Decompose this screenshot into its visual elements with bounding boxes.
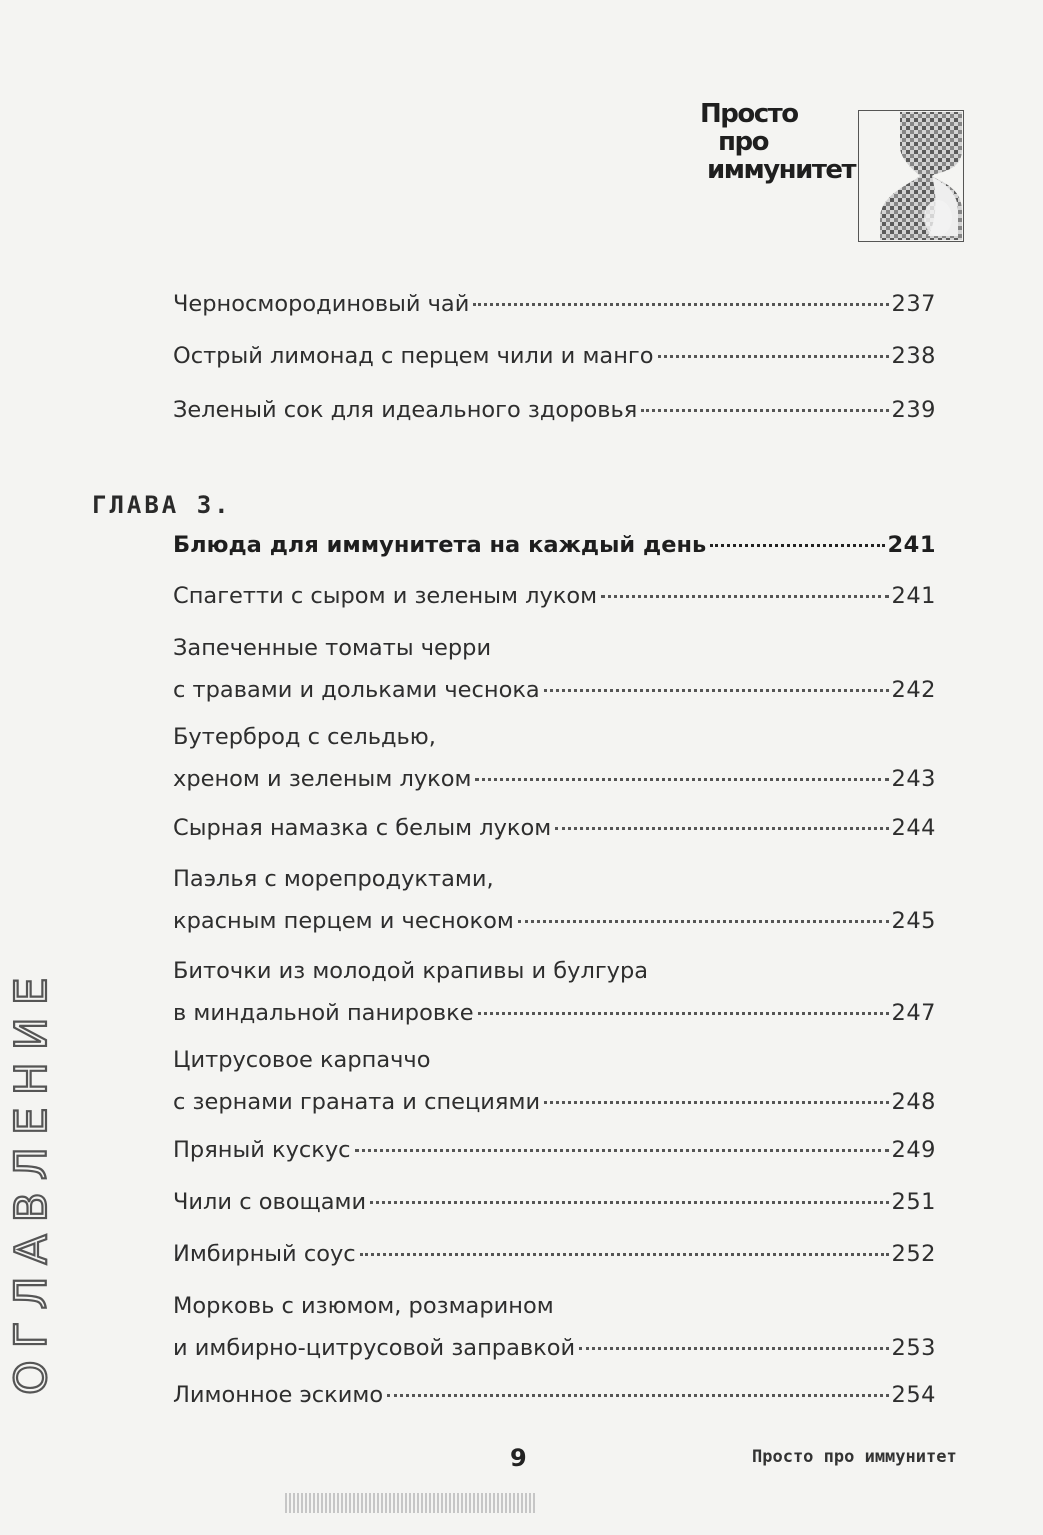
toc-entry[interactable] [173, 950, 936, 1034]
toc-page-number: 245 [891, 908, 936, 934]
leader-dots [544, 689, 889, 692]
toc-entry[interactable] [173, 283, 936, 325]
side-section-title: ОГЛАВЛЕНИЕ [6, 965, 57, 1395]
toc-page-number: 249 [891, 1137, 936, 1163]
toc-entry-title-line1: Морковь с изюмом, розмарином [173, 1293, 554, 1319]
footer-rule [285, 1493, 535, 1503]
toc-entry[interactable] [173, 1233, 936, 1275]
toc-entry-title: Черносмородиновый чай [173, 291, 470, 317]
toc-entry-title-line1: Цитрусовое карпаччо [173, 1047, 431, 1073]
logo-line-1: Просто [700, 99, 798, 129]
toc-page-number: 241 [887, 532, 936, 558]
toc-page-number: 243 [891, 766, 936, 792]
leader-dots [544, 1101, 888, 1104]
toc-entry[interactable] [173, 575, 936, 617]
toc-page-number: 254 [891, 1382, 936, 1408]
leader-dots [579, 1347, 888, 1350]
toc-entry[interactable] [173, 1374, 936, 1416]
toc-entry-title-line1: Запеченные томаты черри [173, 635, 492, 661]
toc-entry-title: Чили с овощами [173, 1189, 367, 1215]
toc-entry[interactable] [173, 627, 936, 711]
toc-page-number: 242 [891, 677, 936, 703]
toc-entry[interactable] [173, 1129, 936, 1171]
toc-entry[interactable] [173, 807, 936, 849]
toc-entry-title: Спагетти с сыром и зеленым луком [173, 583, 598, 609]
toc-entry-title: Лимонное эскимо [173, 1382, 384, 1408]
toc-entry[interactable] [173, 1039, 936, 1123]
toc-page-number: 244 [891, 815, 936, 841]
logo-line-2: про [718, 127, 768, 157]
leader-dots [475, 778, 888, 781]
leader-dots [478, 1012, 889, 1015]
toc-page-number: 239 [891, 397, 936, 423]
toc-entry-title: Острый лимонад с перцем чили и манго [173, 343, 654, 369]
leader-dots [518, 920, 889, 923]
leader-dots [710, 544, 884, 547]
toc-entry-title-line1: Паэлья с морепродуктами, [173, 866, 494, 892]
toc-entry-title-line1: Биточки из молодой крапивы и булгура [173, 958, 649, 984]
book-logo [700, 100, 965, 245]
toc-entry-title-line1: Бутерброд с сельдью, [173, 724, 436, 750]
running-footer-title: Просто про иммунитет [752, 1447, 957, 1467]
toc-entry-title: Зеленый сок для идеального здоровья [173, 397, 638, 423]
toc-page-number: 252 [891, 1241, 936, 1267]
leader-dots [387, 1394, 888, 1397]
toc-page-number: 247 [891, 1000, 936, 1026]
leader-dots [601, 595, 888, 598]
toc-entry-title: в миндальной панировке [173, 1000, 474, 1026]
toc-entry-title: с травами и дольками чеснока [173, 677, 540, 703]
leader-dots [473, 303, 888, 306]
toc-entry[interactable] [173, 1285, 936, 1369]
toc-entry[interactable] [173, 858, 936, 942]
toc-entry[interactable] [173, 716, 936, 800]
toc-page-number: 251 [891, 1189, 936, 1215]
toc-entry-title: красным перцем и чесноком [173, 908, 514, 934]
toc-entry[interactable] [173, 389, 936, 431]
leader-dots [360, 1253, 889, 1256]
toc-page-number: 238 [891, 343, 936, 369]
chapter-label: ГЛАВА 3. [92, 491, 232, 519]
leader-dots [370, 1201, 888, 1204]
toc-chapter-title: Блюда для иммунитета на каждый день [173, 532, 707, 558]
toc-chapter-heading[interactable] [173, 524, 936, 566]
toc-entry-title: Имбирный соус [173, 1241, 356, 1267]
toc-entry[interactable] [173, 1181, 936, 1223]
toc-page-number: 241 [891, 583, 936, 609]
hourglass-icon [858, 110, 964, 242]
footer-rule [285, 1503, 535, 1513]
leader-dots [658, 355, 889, 358]
leader-dots [355, 1149, 889, 1152]
toc-entry-title: Пряный кускус [173, 1137, 351, 1163]
logo-line-3: иммунитет [707, 155, 856, 185]
toc-page-number: 248 [891, 1089, 936, 1115]
leader-dots [555, 827, 888, 830]
toc-entry-title: и имбирно-цитрусовой заправкой [173, 1335, 576, 1361]
toc-page-number: 253 [891, 1335, 936, 1361]
toc-entry[interactable] [173, 335, 936, 377]
toc-entry-title: Сырная намазка с белым луком [173, 815, 552, 841]
logo-text [700, 100, 855, 184]
leader-dots [641, 409, 888, 412]
toc-entry-title: хреном и зеленым луком [173, 766, 472, 792]
toc-page-number: 237 [891, 291, 936, 317]
page-number: 9 [510, 1444, 527, 1472]
toc-entry-title: с зернами граната и специями [173, 1089, 541, 1115]
